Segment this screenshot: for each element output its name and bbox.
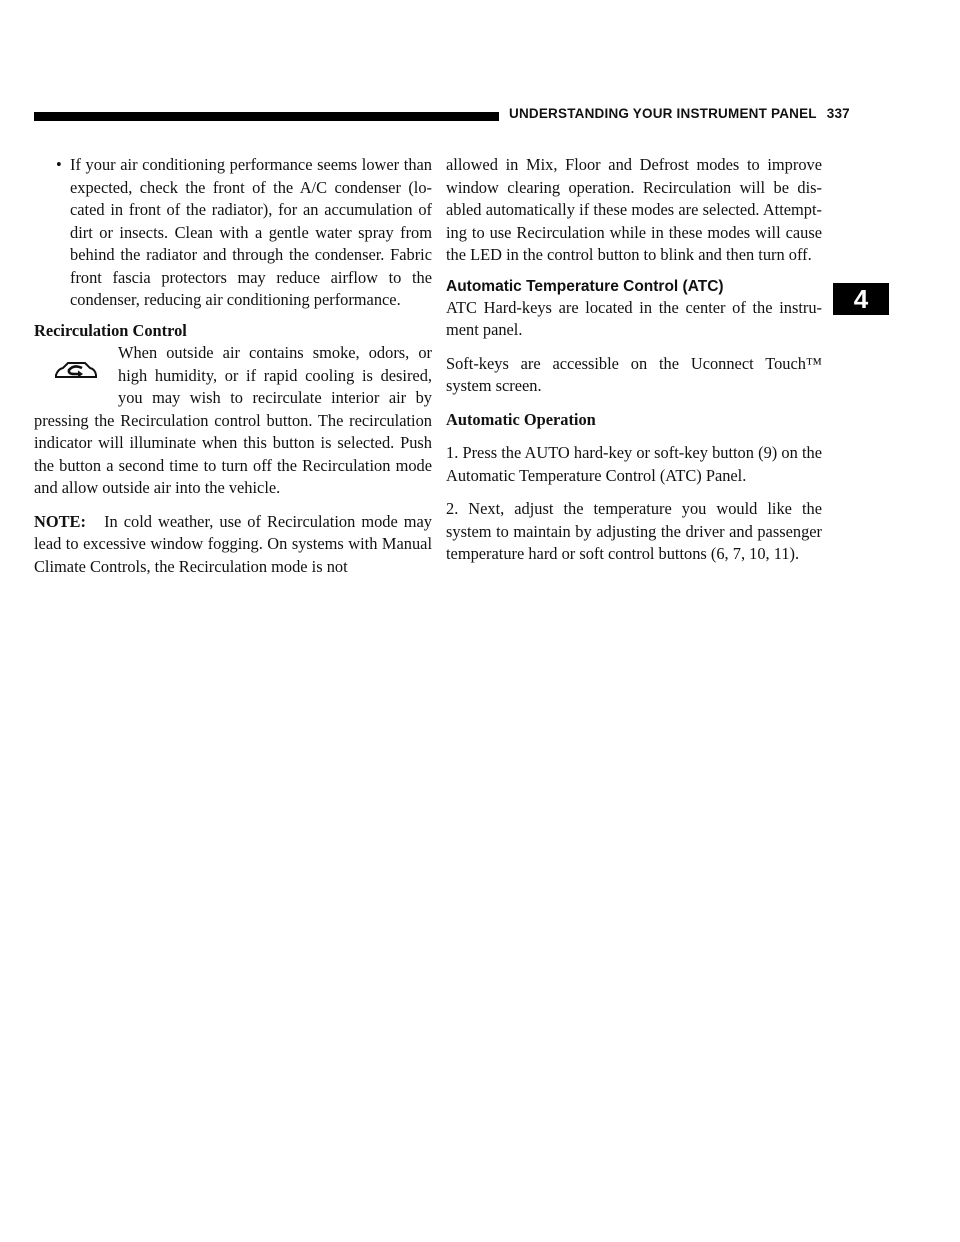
recirculation-icon [34,342,118,404]
bullet-item [34,154,432,312]
continued-paragraph: allowed in Mix, Floor and Defrost modes to improve window clearing operation. Recirculation will be dis-abled automatically if these modes are selected. Attempt-ing to use Recirculation while in these modes will cause the LED in the control button to blink and then turn off. [446,155,822,264]
note-label: NOTE: [34,511,86,531]
bullet-dot: • [56,155,62,174]
header-rule [34,112,499,121]
atc-heading: Automatic Temperature Control (ATC) [446,277,724,295]
chapter-tab: 4 [833,283,889,315]
recirculation-block [34,342,432,500]
header-title: UNDERSTANDING YOUR INSTRUMENT PANEL [509,106,817,121]
atc-paragraph-2: Soft-keys are accessible on the Uconnect Touch™ system screen. [446,353,822,395]
note-paragraph [34,511,432,579]
automatic-operation-heading: Automatic Operation [446,409,596,429]
step-1: 1. Press the AUTO hard-key or soft-key button (9) on the Automatic Temperature Control (ATC) Panel. [446,443,822,485]
step-2: 2. Next, adjust the temperature you would like the system to maintain by adjusting the driver and passenger temperature hard or soft control buttons (6, 7, 10, 11). [446,499,822,563]
page-number: 337 [826,106,850,121]
recirculation-text: When outside air contains smoke, odors, or high humidity, or if rapid cooling is desired, you may wish to recirculate interior air by pressing the Recirculation control button. The recirculation indicator will illuminate when this button is selected. Push the button a second time to turn off the Recirculation mode and allow outside air into the vehicle. [34,343,432,497]
right-column [446,154,822,566]
note-text: In cold weather, use of Recirculation mode may lead to excessive window fogging. On systems with Manual Climate Controls, the Recirculation mode is not [34,511,432,576]
bullet-text: If your air conditioning performance seems lower than expected, check the front of the A/C condenser (lo-cated in front of the radiator), for an accumulation of dirt or insects. Clean with a gentle water spray from behind the radiator and through the condenser. Fabric front fascia protectors may reduce airflow to the condenser, reducing air conditioning performance. [70,155,432,309]
left-column [34,154,432,578]
running-header [509,106,850,121]
atc-paragraph-1: ATC Hard-keys are located in the center of the instru-ment panel. [446,297,822,339]
recirculation-heading: Recirculation Control [34,320,187,340]
